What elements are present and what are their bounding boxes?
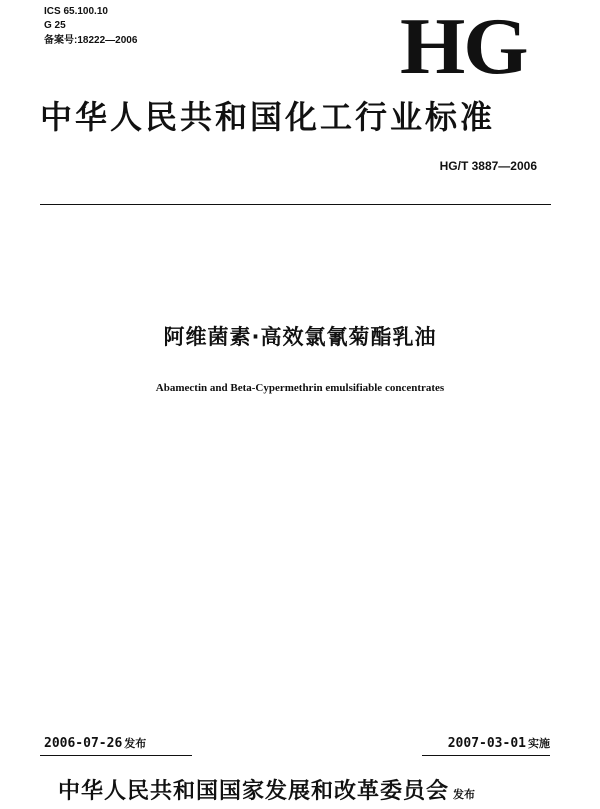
issue-date-underline [40, 755, 192, 756]
document-title-cn: 阿维菌素·高效氯氰菊酯乳油 [163, 325, 437, 349]
standard-code: HG/T 3887—2006 [439, 159, 537, 173]
ics-code: ICS 65.100.10 [44, 6, 108, 17]
effective-date-underline [422, 755, 550, 756]
issue-date-label: 发布 [124, 737, 147, 750]
standard-title: 中华人民共和国化工行业标准 [40, 98, 496, 136]
effective-date-value: 2007-03-01 [447, 736, 526, 751]
header-divider [40, 204, 551, 205]
classification-code: G 25 [44, 20, 66, 31]
effective-date-label: 实施 [528, 737, 550, 750]
issue-date-value: 2006-07-26 [44, 736, 123, 751]
publisher-name: 中华人民共和国国家发展和改革委员会 [58, 779, 450, 804]
publisher [58, 778, 475, 809]
issue-date [44, 736, 146, 752]
document-title-en: Abamectin and Beta-Cypermethrin emulsifiable concentrates [155, 382, 445, 394]
hg-logo: HG [400, 3, 527, 91]
record-number: 备案号:18222—2006 [44, 35, 138, 46]
publisher-label: 发布 [453, 788, 476, 801]
effective-date [448, 736, 550, 752]
